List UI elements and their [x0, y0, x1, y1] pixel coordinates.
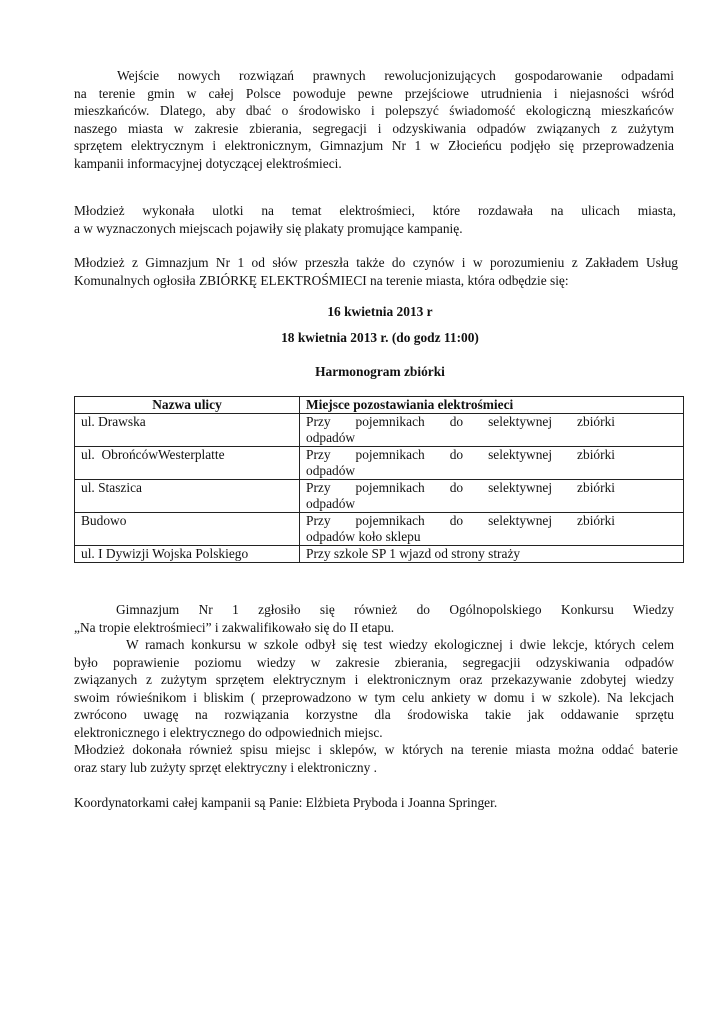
collection-date-2: 18 kwietnia 2013 r. (do godz 11:00) [281, 330, 479, 345]
intro-line-3: mieszkańców. Dlatego, aby dbać o środowisko i polepszyć świadomość ekologiczną mieszkańców [74, 103, 674, 118]
drop-off-place [300, 480, 684, 513]
place-line: odpadów [306, 463, 356, 478]
collection-line-2: Komunalnych ogłosiła ZBIÓRKĘ ELEKTROŚMIECI na terenie miasta, która odbędzie się: [74, 272, 569, 288]
street-name: ul. Staszica [75, 480, 300, 513]
drop-off-place [300, 414, 684, 447]
collection-paragraph [74, 254, 678, 289]
lessons-line-2: było poprawienie poziomu wiedzy w zakresie zbierania, segregacjii odzyskiwania odpadów [74, 654, 674, 670]
street-name: ul. Drawska [75, 414, 300, 447]
street-name: ul. ObrońcówWesterplatte [75, 447, 300, 480]
leaflets-line-1: Młodzież wykonała ulotki na temat elektrośmieci, które rozdawała na ulicach miasta, [74, 203, 676, 218]
table-row [75, 546, 684, 563]
collection-line-1: Młodzież z Gimnazjum Nr 1 od słów przeszła także do czynów i w porozumieniu z Zakładem Usług [74, 255, 678, 270]
drop-off-place [300, 546, 684, 563]
drop-off-place [300, 447, 684, 480]
collection-date-1: 16 kwietnia 2013 r [327, 304, 433, 319]
place-line: Przy pojemnikach do selektywnej zbiórki [306, 513, 615, 528]
drop-off-place [300, 513, 684, 546]
street-name: ul. I Dywizji Wojska Polskiego [75, 546, 300, 563]
table-row [75, 414, 684, 447]
table-row [75, 480, 684, 513]
lessons-line-6: elektronicznego i elektrycznego do odpowiednich miejsc. [74, 724, 383, 740]
intro-line-2: na terenie gmin w całej Polsce powoduje pewne przejściowe utrudnienia i niejasności wśród [74, 85, 674, 101]
header-place: Miejsce pozostawiania elektrośmieci [300, 397, 684, 414]
leaflets-paragraph [74, 202, 676, 237]
schedule-title: Harmonogram zbiórki [315, 364, 445, 379]
table-row [75, 447, 684, 480]
intro-line-6: kampanii informacyjnej dotyczącej elektrośmieci. [74, 155, 342, 171]
lessons-line-1: W ramach konkursu w szkole odbył się test wiedzy ekologicznej i dwie lekcje, których celem [126, 637, 674, 652]
header-street: Nazwa ulicy [75, 397, 300, 414]
place-line: odpadów [306, 496, 356, 511]
table-header-row [75, 397, 684, 414]
recycling-line-1: Młodzież dokonała również spisu miejsc i sklepów, w których na terenie miasta można oddać baterie [74, 742, 678, 757]
schedule-table [74, 396, 684, 563]
leaflets-line-2: a w wyznaczonych miejscach pojawiły się plakaty promujące kampanię. [74, 220, 463, 236]
coordinators-paragraph [74, 794, 678, 812]
place-line: Przy pojemnikach do selektywnej zbiórki [306, 447, 615, 462]
contest-paragraph [74, 601, 674, 636]
recycling-points-paragraph [74, 741, 678, 776]
lessons-line-4: swoim rówieśnikom i bliskim ( przeprowadzono w tym celu ankiety w domu i w szkole). Na lekcjach [74, 689, 674, 705]
place-line: Przy szkole SP 1 wjazd od strony straży [306, 546, 521, 561]
contest-line-2: „Na tropie elektrośmieci” i zakwalifikowało się do II etapu. [74, 619, 395, 635]
place-line: odpadów [306, 430, 356, 445]
place-line: Przy pojemnikach do selektywnej zbiórki [306, 414, 615, 429]
intro-paragraph [74, 67, 674, 172]
recycling-line-2: oraz stary lub zużyty sprzęt elektryczny i elektroniczny . [74, 759, 378, 775]
coordinators-line: Koordynatorkami całej kampanii są Panie: Elżbieta Pryboda i Joanna Springer. [74, 795, 498, 810]
lessons-paragraph [74, 636, 674, 741]
lessons-line-5: zwrócono uwagę na rozwiązania korzystne dla środowiska takie jak oddawanie sprzętu [74, 707, 674, 722]
place-line: Przy pojemnikach do selektywnej zbiórki [306, 480, 615, 495]
lessons-line-3: związanych z zużytym sprzętem elektrycznym i elektronicznym oraz przekazywanie zdobytej wiedzy [74, 672, 674, 687]
intro-line-4: naszego miasta w zakresie zbierania, segregacji i odzyskiwania odpadów związanych z zużytym [74, 120, 674, 136]
place-line: odpadów koło sklepu [306, 529, 421, 544]
street-name: Budowo [75, 513, 300, 546]
intro-line-1: Wejście nowych rozwiązań prawnych rewolucjonizujących gospodarowanie odpadami [117, 68, 674, 83]
contest-line-1: Gimnazjum Nr 1 zgłosiło się również do Ogólnopolskiego Konkursu Wiedzy [116, 602, 674, 617]
table-row [75, 513, 684, 546]
intro-line-5: sprzętem elektrycznym i elektronicznym, Gimnazjum Nr 1 w Złocieńcu podjęło się przeprowadzenia [74, 138, 674, 153]
